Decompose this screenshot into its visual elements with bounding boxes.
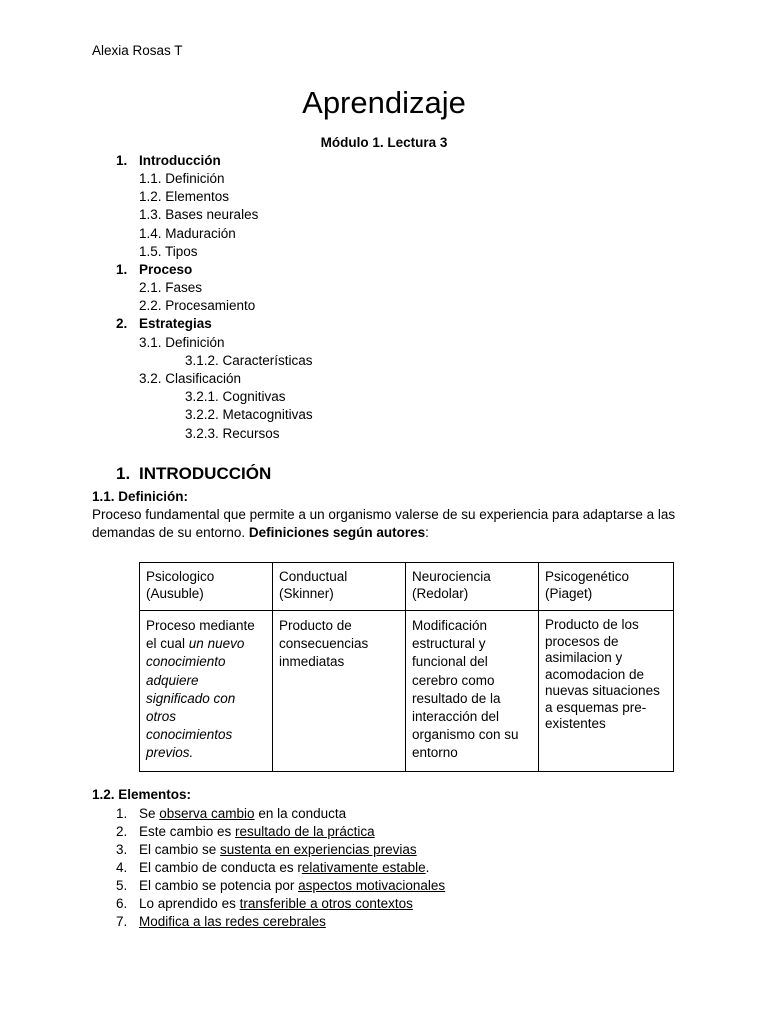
table-header-cell (140, 563, 273, 611)
table-cell: Producto de los procesos de asimilacion y acomodacion de nuevas situaciones a esquemas pre-existentes (539, 611, 674, 772)
toc-item-label: 1.4. Maduración (139, 226, 236, 241)
table-header-cell (406, 563, 539, 611)
toc-subitem-label: 3.1.2. Características (185, 353, 313, 368)
list-text (139, 805, 346, 823)
section-title: INTRODUCCIÓN (139, 464, 272, 483)
list-number: 7. (116, 914, 128, 929)
subsection-heading-definicion: 1.1. Definición: (92, 489, 189, 504)
toc-subitem-label: 3.2.2. Metacognitivas (185, 407, 313, 422)
table-header-cell (539, 563, 674, 611)
list-text-post: . (425, 860, 430, 875)
list-text (139, 913, 326, 931)
table-header-row (140, 563, 674, 611)
toc-section-label: Introducción (139, 153, 221, 168)
cell-italic-text: un nuevo conocimiento adquiere significado con otros conocimientos previos. (146, 636, 245, 761)
toc-section-label: Estrategias (139, 316, 212, 331)
toc-item-label: 3.2. Clasificación (139, 371, 242, 386)
toc-item-label: 3.1. Definición (139, 335, 225, 350)
toc-item-label: 2.2. Procesamiento (139, 298, 256, 313)
definition-colon: : (425, 525, 429, 540)
toc-section-number: 1. (116, 153, 128, 168)
toc-section-label: Proceso (139, 262, 193, 277)
list-number: 1. (116, 806, 128, 821)
list-text-pre: El cambio de conducta es r (139, 860, 302, 875)
list-number: 5. (116, 878, 128, 893)
list-text-post: en la conducta (254, 806, 347, 821)
toc-section-number: 1. (116, 262, 128, 277)
toc-item-label: 2.1. Fases (139, 280, 203, 295)
document-subtitle: Módulo 1. Lectura 3 (320, 135, 448, 150)
subsection-heading-elementos: 1.2. Elementos: (92, 787, 192, 802)
document-title: Aprendizaje (302, 85, 466, 120)
author-name: Alexia Rosas T (92, 43, 183, 58)
header-author: (Ausuble) (146, 585, 204, 601)
table-cell: Modificación estructural y funcional del cerebro como resultado de la interacción del organismo con su entorno (406, 611, 539, 772)
table-row (140, 611, 674, 772)
definition-text: Proceso fundamental que permite a un organismo valerse de su experiencia para adaptarse a las demandas de su entorno. (92, 507, 676, 540)
list-text-pre: Este cambio es (139, 824, 236, 839)
section-number: 1. (116, 464, 131, 483)
toc-subitem-label: 3.2.3. Recursos (185, 426, 280, 441)
list-text (139, 895, 413, 913)
toc-item-label: 1.5. Tipos (139, 244, 198, 259)
header-line: Neurociencia (412, 569, 491, 584)
cell-text: Proceso mediante el cual (146, 618, 255, 652)
list-text-pre: El cambio se potencia por (139, 878, 299, 893)
authors-definitions-table (139, 562, 674, 772)
header-author: (Piaget) (545, 585, 593, 601)
list-text (139, 859, 429, 877)
header-author: (Redolar) (412, 585, 469, 601)
list-text-underlined: aspectos motivacionales (298, 878, 446, 893)
list-text-underlined: resultado de la práctica (235, 824, 375, 839)
table-cell (140, 611, 273, 772)
table-header-cell (273, 563, 406, 611)
definition-paragraph (92, 506, 682, 542)
list-text (139, 877, 445, 895)
toc-item-label: 1.3. Bases neurales (139, 207, 259, 222)
list-text-underlined: Modifica a las redes cerebrales (139, 914, 326, 929)
list-text-underlined: sustenta en experiencias previas (220, 842, 417, 857)
list-text-underlined: elativamente estable (301, 860, 426, 875)
list-text (139, 841, 417, 859)
toc-subitem-label: 3.2.1. Cognitivas (185, 389, 286, 404)
section-heading-introduccion (116, 464, 271, 484)
header-line: Psicologico (146, 569, 215, 584)
toc-item-label: 1.2. Elementos (139, 189, 230, 204)
list-text-underlined: observa cambio (159, 806, 255, 821)
list-text-pre: Lo aprendido es (139, 896, 240, 911)
toc-section-number: 2. (116, 316, 128, 331)
list-number: 6. (116, 896, 128, 911)
list-text-pre: El cambio se (139, 842, 221, 857)
list-text (139, 823, 375, 841)
table-cell: Producto de consecuencias inmediatas (273, 611, 406, 772)
list-number: 3. (116, 842, 128, 857)
list-number: 4. (116, 860, 128, 875)
toc-item-label: 1.1. Definición (139, 171, 225, 186)
header-author: (Skinner) (279, 585, 334, 601)
definition-authors-label: Definiciones según autores (248, 525, 426, 540)
header-line: Psicogenético (545, 569, 630, 584)
list-text-underlined: transferible a otros contextos (239, 896, 413, 911)
list-text-pre: Se (139, 806, 160, 821)
list-number: 2. (116, 824, 128, 839)
header-line: Conductual (279, 569, 348, 584)
